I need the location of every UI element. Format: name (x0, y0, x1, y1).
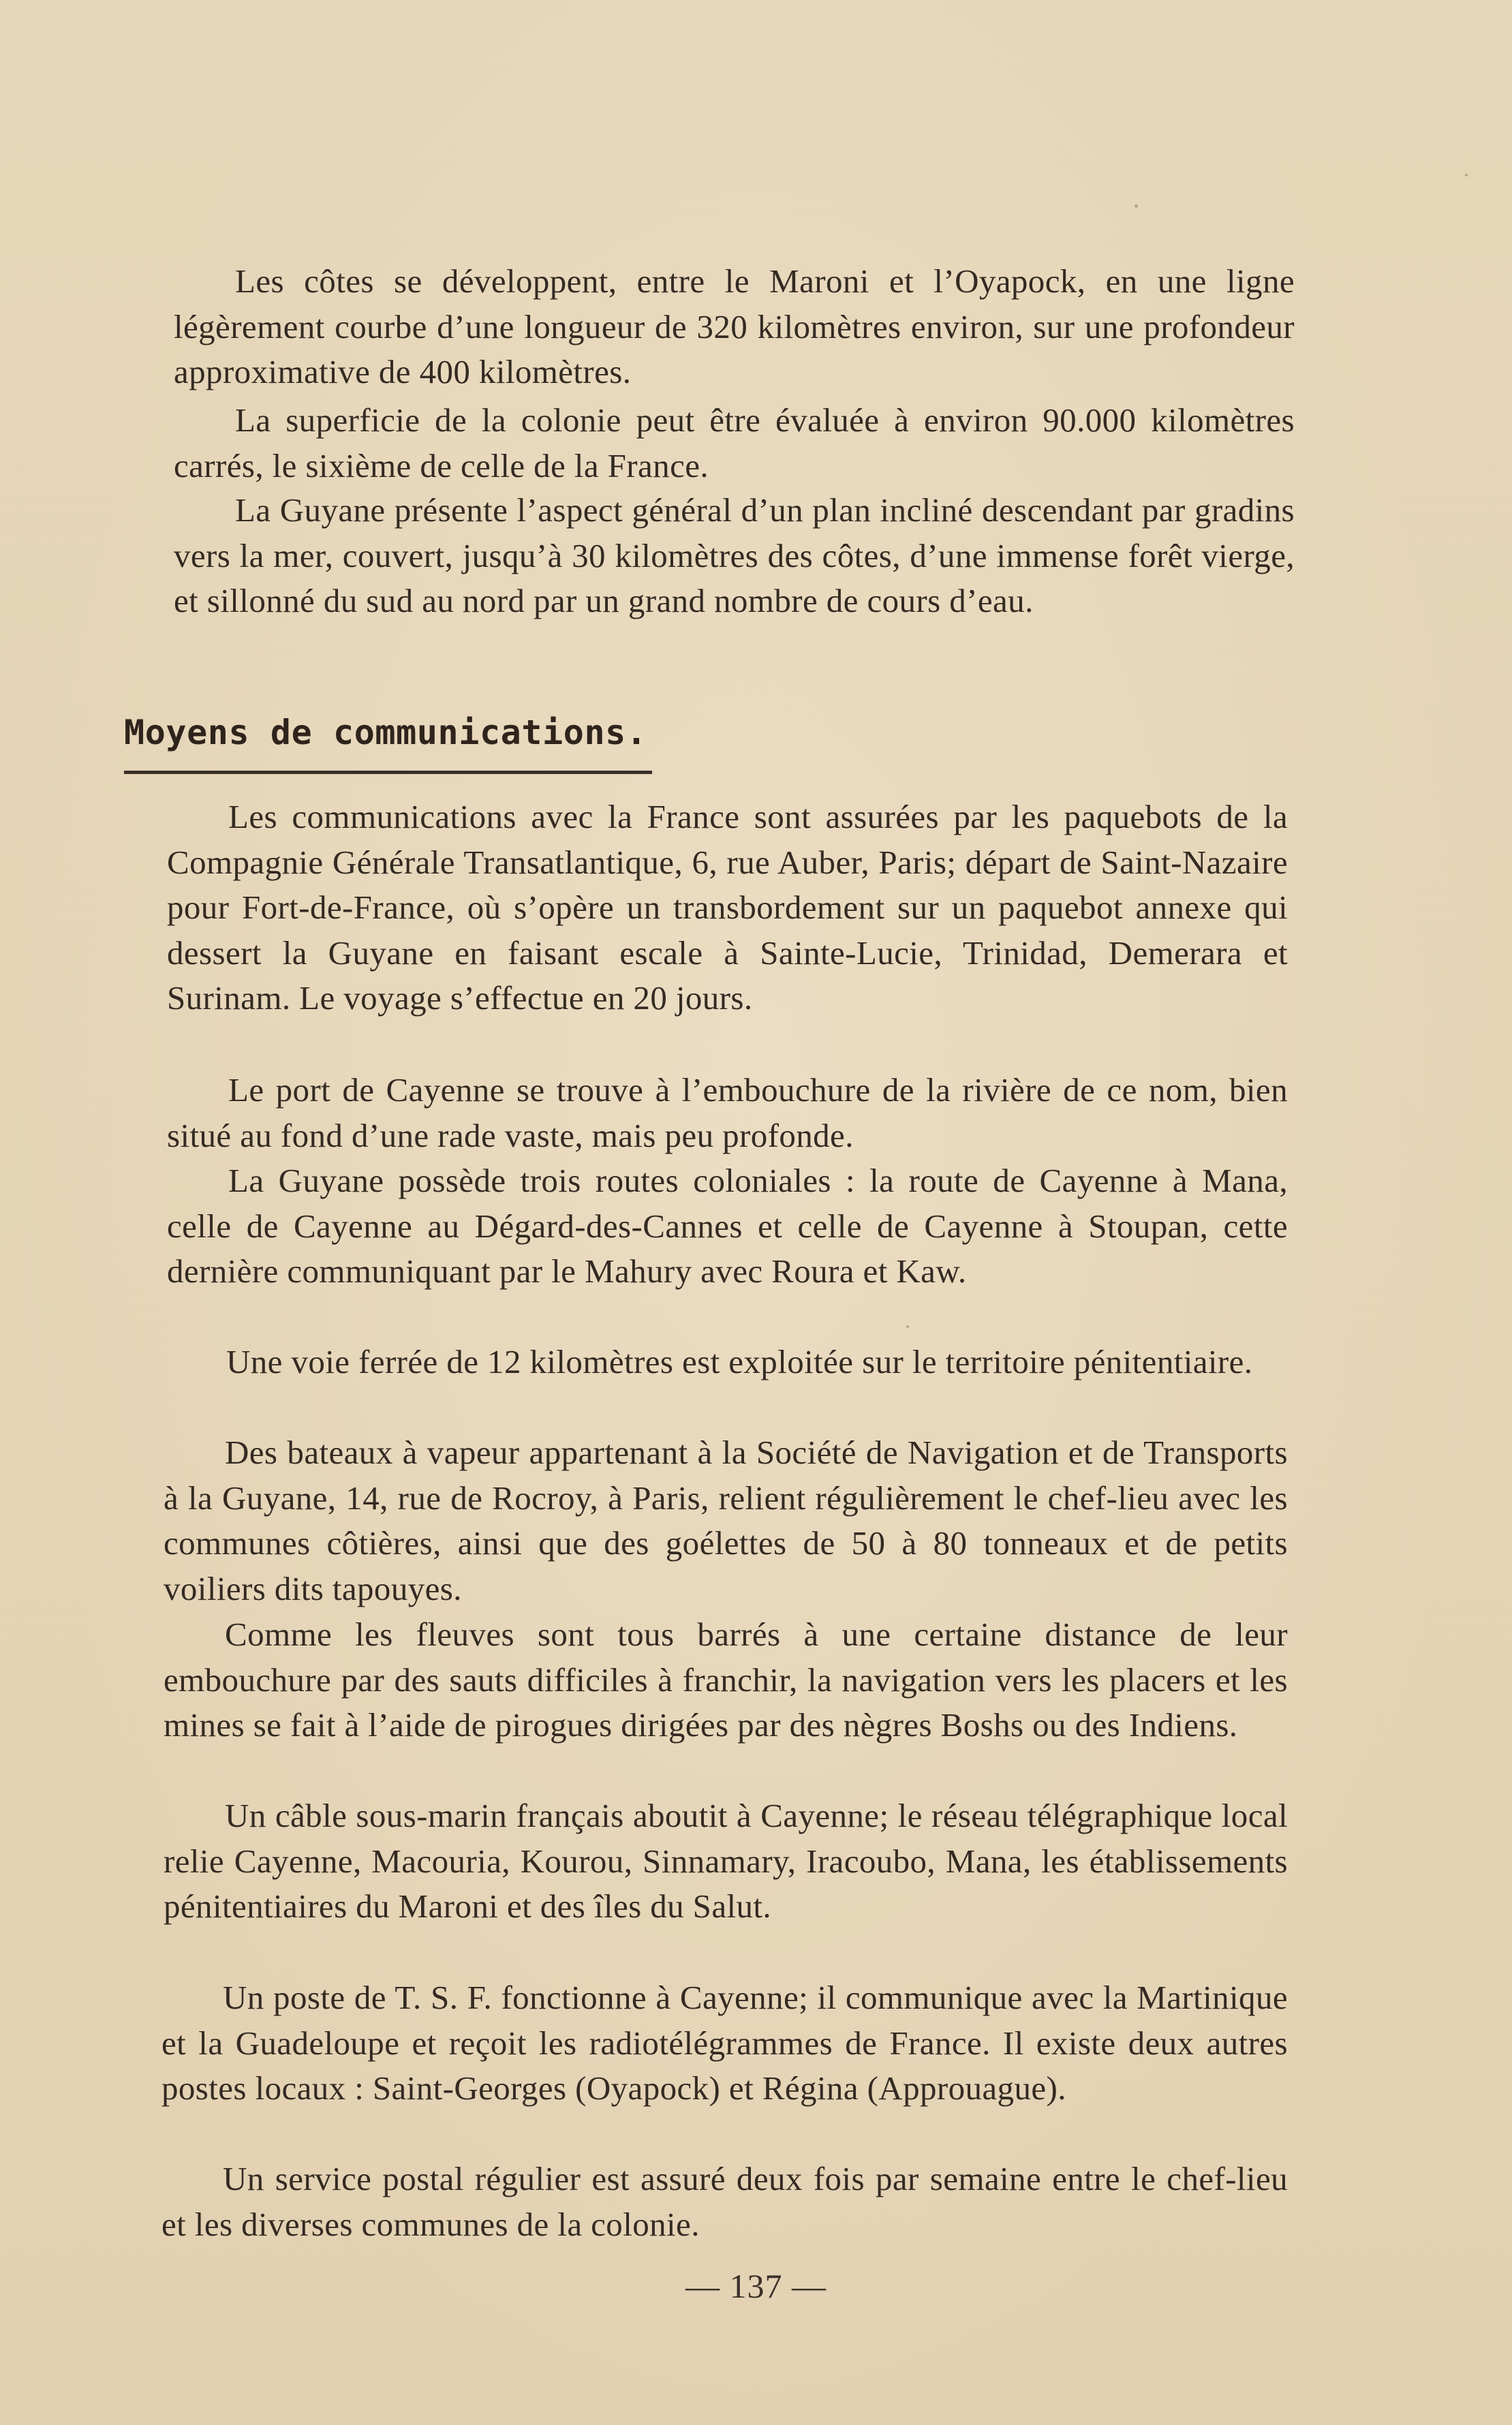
paper-speck (1465, 174, 1468, 176)
heading-underline (124, 771, 652, 774)
paragraph-rivers: Comme les fleuves sont tous barrés à une certaine distance de leur embouchure par des sauts difficiles à franchir, la navigation vers les placers et les mines se fait à l’aide de pirogues dirigées par des nègres Boshs ou des Indiens. (164, 1616, 1288, 1744)
paragraph-port: Le port de Cayenne se trouve à l’embouchure de la rivière de ce nom, bien situé au fond d’une rade vaste, mais peu profonde. (167, 1071, 1288, 1154)
paragraph-radio: Un poste de T. S. F. fonctionne à Cayenne; il communique avec la Martinique et la Guadeloupe et reçoit les radiotélégrammes de France. Il existe deux autres postes locaux : Saint-Georges (Oyapock) et Régina (Approuague). (161, 1979, 1288, 2107)
section-heading: Moyens de communications. (124, 713, 647, 752)
paper-speck (1135, 204, 1138, 208)
paragraph-postal: Un service postal régulier est assuré deux fois par semaine entre le chef-lieu et les diverses communes de la colonie. (161, 2160, 1288, 2243)
paragraph-france-links: Les communications avec la France sont assurées par les paquebots de la Compagnie Générale Transatlantique, 6, rue Auber, Paris; départ de Saint-Nazaire pour Fort-de-France, où s’opère un transbordement sur un paquebot annexe qui dessert la Guyane en faisant escale à Sainte-Lucie, Trinidad, Demerara et Surinam. Le voyage s’effectue en 20 jours. (167, 798, 1288, 1017)
paragraph-roads: La Guyane possède trois routes coloniales : la route de Cayenne à Mana, celle de Cayenne au Dégard-des-Cannes et celle de Cayenne à Stoupan, cette dernière communiquant par le Mahury avec Roura et Kaw. (167, 1162, 1288, 1290)
paragraph-telegraph: Un câble sous-marin français aboutit à Cayenne; le réseau télégraphique local relie Cayenne, Macouria, Kourou, Sinnamary, Iracoubo, Mana, les établissements pénitentiaires du Maroni et des îles du Salut. (164, 1797, 1288, 1925)
paragraph-coastline: Les côtes se développent, entre le Maroni et l’Oyapock, en une ligne légèrement courbe d’une longueur de 320 kilomètres environ, sur une profondeur approximative de 400 kilomètres. (174, 262, 1295, 390)
page-number: — 137 — (685, 2267, 827, 2305)
paragraph-relief: La Guyane présente l’aspect général d’un plan incliné descendant par gradins vers la mer, couvert, jusqu’à 30 kilomètres des côtes, d’une immense forêt vierge, et sillonné du sud au nord par un grand nombre de cours d’eau. (174, 491, 1295, 619)
paper-speck (906, 1325, 909, 1328)
paragraph-steamers: Des bateaux à vapeur appartenant à la Société de Navigation et de Transports à la Guyane, 14, rue de Rocroy, à Paris, relient régulièrement le chef-lieu avec les communes côtières, ainsi que des goélettes de 50 à 80 tonneaux et de petits voiliers dits tapouyes. (164, 1434, 1288, 1607)
paragraph-area: La superficie de la colonie peut être évaluée à environ 90.000 kilomètres carrés, le sixième de celle de la France. (174, 401, 1295, 484)
paragraph-railway: Une voie ferrée de 12 kilomètres est exploitée sur le territoire pénitentiaire. (226, 1343, 1253, 1380)
